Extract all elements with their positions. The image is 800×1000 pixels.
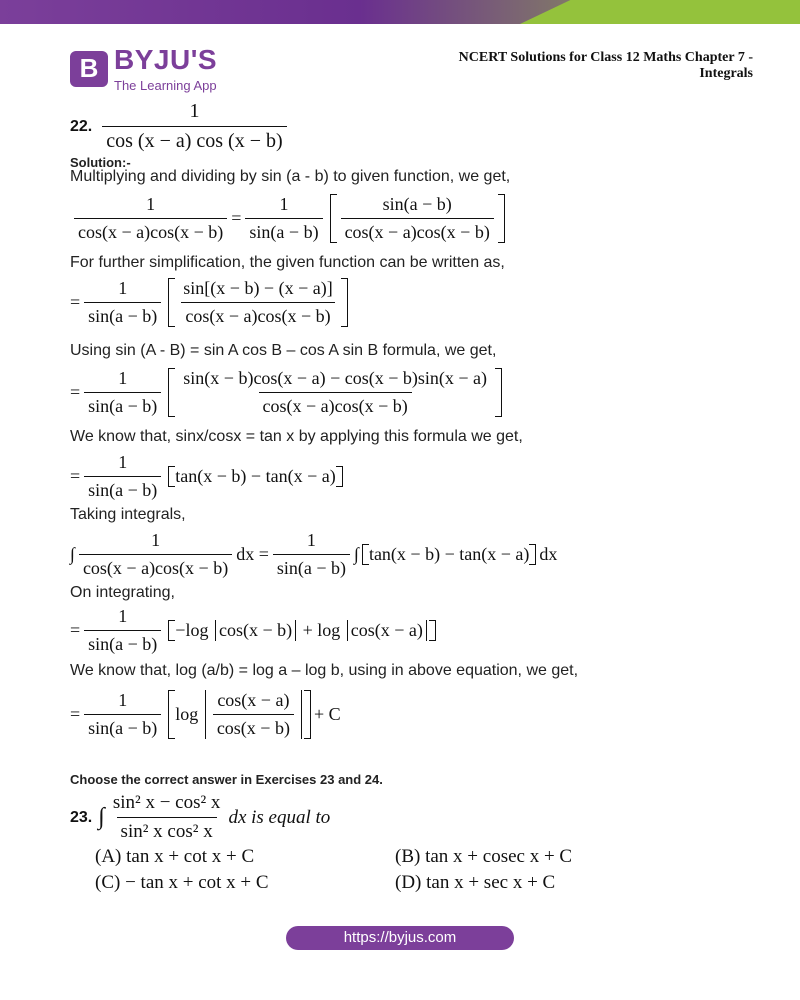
logo-icon: B xyxy=(70,51,108,87)
step-text-7: We know that, log (a/b) = log a – log b, using in above equation, we get, xyxy=(70,662,579,679)
equation-3: = $\frac{1}{\sin(a - b)}$ $\frac{\sin(x - b)\cos(x - a) - \cos(x - b)\sin(x - a)}{\cos(x - a)\cos(x - b)}$ xyxy=(70,368,505,417)
option-d: (D) tan x + sec x + C xyxy=(395,872,556,893)
step-text-1: Multiplying and dividing by sin (a - b) to given function, we get, xyxy=(70,168,511,185)
step-text-2: For further simplification, the given function can be written as, xyxy=(70,254,505,271)
logo-tagline: The Learning App xyxy=(114,78,217,93)
equation-6: = $\frac{1}{\sin(a - b)}$ −log cos(x − b) + log cos(x − a) xyxy=(70,606,439,655)
page-title: NCERT Solutions for Class 12 Maths Chapter 7 - Integrals xyxy=(458,50,753,81)
equation-2: = $\frac{1}{\sin(a - b)}$ $\frac{\sin[(x - b) - (x - a)]}{\cos(x - a)\cos(x - b)}$ xyxy=(70,278,351,327)
logo-name: BYJU'S xyxy=(114,44,218,75)
step-text-4: We know that, sinx/cosx = tan x by applying this formula we get, xyxy=(70,428,523,445)
question-23: 23. ∫ $\frac{\text{sin² x − cos² x}}{\text{sin² x cos² x}}$ dx is equal to xyxy=(70,792,331,842)
solution-label: Solution:- xyxy=(70,155,131,170)
option-a: (A) tan x + cot x + C xyxy=(95,846,255,867)
equation-1: $\frac{1}{\cos(x - a)\cos(x - b)}$ = $\frac{1}{\sin(a - b)}$ $\frac{\sin(a - b)}{\cos(x - a)\cos(x - b)}$ xyxy=(70,194,508,243)
step-text-6: On integrating, xyxy=(70,584,175,601)
equation-4: = $\frac{1}{\sin(a - b)}$ tan(x − b) − tan(x − a) xyxy=(70,452,346,501)
footer-url-link[interactable]: https://byjus.com xyxy=(286,926,514,950)
answer-options xyxy=(95,846,695,898)
exercise-instruction: Choose the correct answer in Exercises 23 and 24. xyxy=(70,772,383,787)
option-b: (B) tan x + cosec x + C xyxy=(395,846,573,867)
question-number: 23. xyxy=(70,808,93,826)
step-text-3: Using sin (A - B) = sin A cos B – cos A sin B formula, we get, xyxy=(70,342,497,359)
question-22 xyxy=(70,100,291,153)
equation-7: = $\frac{1}{\sin(a - b)}$ log $\frac{\cos(x - a)}{\cos(x - b)}$ + C xyxy=(70,690,341,738)
question-fraction: $\frac{1}{\cos (x - a) \cos (x - b)}$ xyxy=(102,100,286,153)
step-text-5: Taking integrals, xyxy=(70,506,186,523)
byjus-logo xyxy=(70,44,217,93)
question-number: 22. xyxy=(70,117,93,135)
option-c: (C) − tan x + cot x + C xyxy=(95,872,269,893)
equation-5: ∫ $\frac{1}{\cos(x - a)\cos(x - b)}$ dx = $\frac{1}{\sin(a - b)}$ ∫ tan(x − b) − tan(x − a) dx xyxy=(70,530,558,578)
